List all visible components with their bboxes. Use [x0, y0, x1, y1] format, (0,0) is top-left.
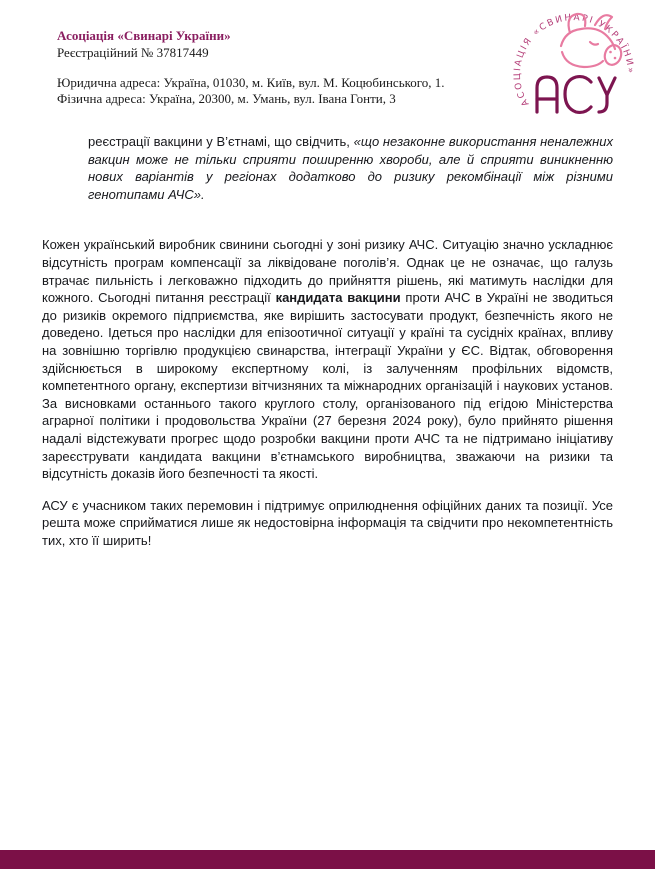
asu-monogram [537, 77, 615, 113]
physical-address: Фізична адреса: Україна, 20300, м. Умань, вул. Івана Гонти, 3 [57, 91, 396, 106]
main-paragraph [42, 236, 613, 482]
footer-bar [0, 850, 655, 869]
asu-logo [499, 2, 649, 120]
logo-circular-text: АСОЦІАЦІЯ «СВИНАРІ УКРАЇНИ» [512, 13, 636, 108]
registration-number: Реєстраційний № 37817449 [57, 45, 209, 60]
main-text-part2: проти АЧС в Україні не зводиться до ризиків окремого підприємства, яке вирішить застосувати продукт, безпечність якого не доведено. Ідеться про наслідки для епізоотичної ситуації у країні та сусідніх країнах, впливу на зовнішню торгівлю продукцією свинарства, інтеграції України у ЄС. Відтак, обговорення здійснюється в широкому експертному колі, із залученням профільних відомств, компетентного органу, експертизи вітчизняних та міжнародних організацій і наукових установ. За висновками останнього такого круглого столу, організованого під егідою Міністерства аграрної політики і продовольства України (27 березня 2024 року), було прийнято рішення надалі відстежувати прогрес щодо розробки вакцини проти АЧС та не підтримано ініціативу зареєструвати кандидата вакцини в’єтнамського виробництва, зважаючи на ризики та відсутність доказів його безпечності та якості. [42, 290, 614, 482]
asu-logo-graphic [499, 2, 649, 120]
main-text-part1: Кожен український виробник свинини сьогодні у зоні ризику АЧС. Ситуацію значно ускладнює відсутність програм компенсації за ліквідоване поголів’я. Однак це не означає, що галузь втрачає пильність і легковажно підходить до прийняття рішень, які матимуть наслідки для кожного. Сьогодні питання реєстрації [42, 237, 613, 306]
letter-body [42, 133, 613, 549]
address-block [57, 75, 487, 107]
letterhead [57, 28, 487, 107]
quote-italic-text: «що незаконне використання неналежних вакцин може не тільки сприяти поширенню хвороби, але й сприяти виникненню нових варіантів у регіонах додатково до ризику рекомбінації між різними генотипами АЧС». [88, 134, 613, 202]
closing-paragraph: АСУ є учасником таких перемовин і підтримує оприлюднення офіційних даних та позиції. Усе решта може сприйматися лише як недостовірна інформація та свідчити про некомпетентність тих, хто її ширить! [42, 497, 613, 548]
main-text-bold: кандидата вакцини [275, 290, 401, 306]
legal-address: Юридична адреса: Україна, 01030, м. Київ, вул. М. Коцюбинського, 1. [57, 75, 445, 90]
quote-paragraph [42, 133, 613, 203]
quote-lead-text: реєстрації вакцини у В’єтнамі, що свідчить, [88, 134, 354, 149]
org-name: Асоціація «Свинарі України» [57, 28, 231, 43]
